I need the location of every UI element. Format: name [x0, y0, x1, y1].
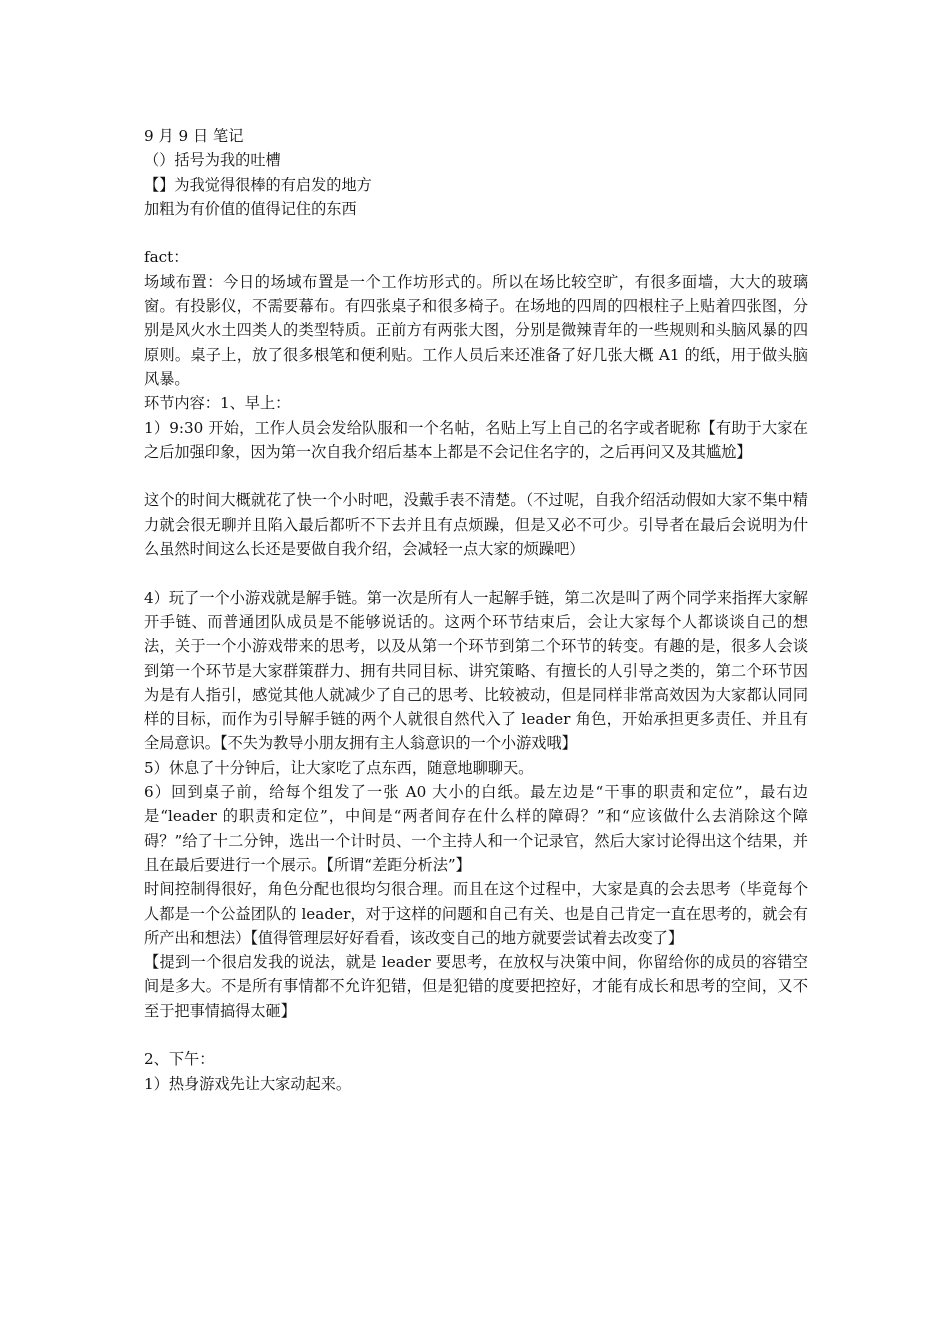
paragraph-afternoon-step-1: 1）热身游戏先让大家动起来。 — [144, 1074, 352, 1093]
blank-line — [144, 1023, 808, 1047]
paragraph-time: 这个的时间大概就花了快一个小时吧，没戴手表不清楚。（不过呢，自我介绍活动假如大家不集中精力就会很无聊并且陷入最后都听不下去并且有点烦躁，但是又必不可少。引导者在最后会说明为什么虽然时间这么长还是要做自我介绍，会减轻一点大家的烦躁吧） — [144, 491, 808, 559]
paragraph-sessions: 环节内容：1、早上： — [144, 394, 291, 413]
paragraph-control: 时间控制得很好，角色分配也很均匀很合理。而且在这个过程中，大家是真的会去思考（毕竟每个人都是一个公益团队的 leader，对于这样的问题和自己有关、也是自己肯定一直在思考的，就会有所产出和想法）【值得管理层好好看看，该改变自己的地方就要尝试着去改变了】 — [144, 880, 808, 947]
paragraph-step-4: 4）玩了一个小游戏就是解手链。第一次是所有人一起解手链，第二次是叫了两个同学来指挥大家解开手链、而普通团队成员是不能够说话的。这两个环节结束后，会让大家每个人都谈谈自己的想法，关于一个小游戏带来的思考，以及从第一个环节到第二个环节的转变。有趣的是，很多人会谈到第一个环节是大家群策群力、拥有共同目标、讲究策略、有擅长的人引导之类的，第二个环节因为是有人指引，感觉其他人就减少了自己的思考、比较被动，但是同样非常高效因为大家都认同同样的目标，而作为引导解手链的两个人就很自然代入了 leader 角色，开始承担更多责任、并且有全局意识。【不失为教导小朋友拥有主人翁意识的一个小游戏哦】 — [144, 588, 808, 753]
paragraph-step-1: 1）9:30 开始，工作人员会发给队服和一个名帖，名贴上写上自己的名字或者昵称【有助于大家在之后加强印象，因为第一次自我介绍后基本上都是不会记住名字的，之后再问又及其尴尬】 — [144, 418, 808, 461]
blank-line — [144, 561, 808, 585]
fact-label: fact： — [144, 248, 189, 267]
document-page — [144, 124, 808, 1096]
paragraph-insight: 【提到一个很启发我的说法，就是 leader 要思考，在放权与决策中间，你留给你的成员的容错空间是多大。不是所有事情都不允许犯错，但是犯错的度要把控好，才能有成长和思考的空间，又不至于把事情搞得太砸】 — [144, 953, 808, 1020]
paragraph-step-6: 6）回到桌子前，给每个组发了一张 A0 大小的白纸。最左边是“干事的职责和定位”，最右边是“leader 的职责和定位”，中间是“两者间存在什么样的障碍？”和“应该做什么去消除这个障碍？”给了十二分钟，选出一个计时员、一个主持人和一个记录官，然后大家讨论得出这个结果，并且在最后要进行一个展示。【所谓“差距分析法”】 — [144, 783, 808, 874]
legend-parentheses: （）括号为我的吐槽 — [144, 151, 281, 170]
paragraph-step-5: 5）休息了十分钟后，让大家吃了点东西，随意地聊聊天。 — [144, 758, 534, 777]
doc-title: 9 月 9 日 笔记 — [144, 127, 244, 145]
blank-line — [144, 464, 808, 488]
paragraph-afternoon: 2、下午： — [144, 1050, 215, 1069]
blank-line — [144, 221, 808, 245]
legend-brackets: 【】为我觉得很棒的有启发的地方 — [144, 175, 372, 194]
legend-bold: 加粗为有价值的值得记住的东西 — [144, 199, 357, 218]
paragraph-venue: 场域布置：今日的场域布置是一个工作坊形式的。所以在场比较空旷，有很多面墙，大大的玻璃窗。有投影仪，不需要幕布。有四张桌子和很多椅子。在场地的四周的四根柱子上贴着四张图，分别是风火水土四类人的类型特质。正前方有两张大图，分别是微辣青年的一些规则和头脑风暴的四原则。桌子上，放了很多根笔和便利贴。工作人员后来还准备了好几张大概 A1 的纸，用于做头脑风暴。 — [144, 272, 808, 388]
